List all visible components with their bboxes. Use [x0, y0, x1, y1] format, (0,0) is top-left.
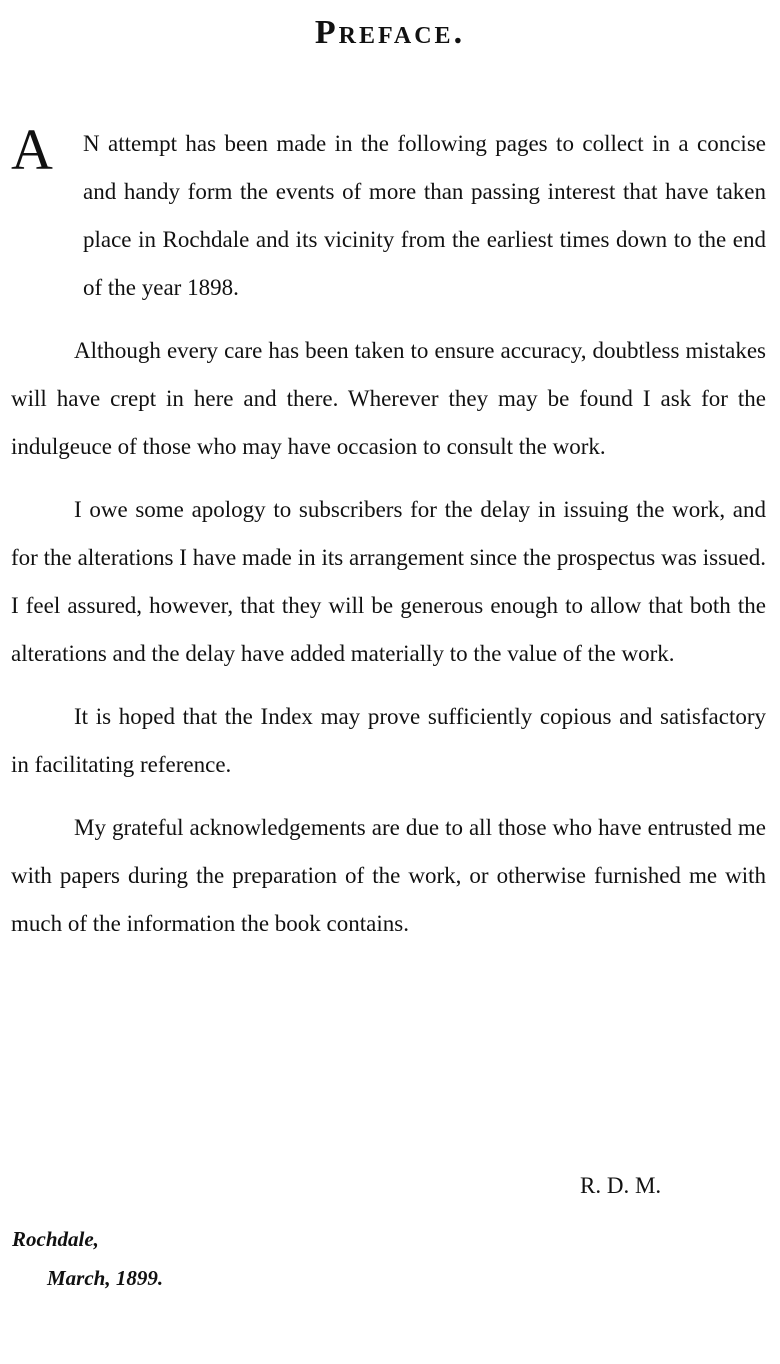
preface-body: [11, 117, 766, 948]
author-initials: R. D. M.: [580, 1173, 662, 1198]
paragraph-1-text: N attempt has been made in the following pages to collect in a concise and handy form the events of more than passing interest that have taken place in Rochdale and its vicinity from the earliest times down to the end of the year 1898.: [83, 131, 766, 300]
page-title: Preface.: [314, 14, 466, 51]
drop-cap: A: [11, 117, 53, 182]
paragraph-4: It is hoped that the Index may prove sufficiently copious and satisfactory in facilitating reference.: [11, 704, 766, 777]
paragraph-3: I owe some apology to subscribers for the delay in issuing the work, and for the alterations I have made in its arrangement since the prospectus was issued. I feel assured, however, that they will be generous enough to allow that both the alterations and the delay have added materially to the value of the work.: [11, 497, 766, 666]
paragraph-1: [11, 117, 766, 312]
date-line: March, 1899.: [47, 1266, 164, 1290]
paragraph-5: My grateful acknowledgements are due to all those who have entrusted me with papers during the preparation of the work, or otherwise furnished me with much of the information the book contains.: [11, 815, 766, 936]
paragraph-2: Although every care has been taken to ensure accuracy, doubtless mistakes will have crept in here and there. Wherever they may be found I ask for the indulgeuce of those who may have occasion to consult the work.: [11, 338, 766, 459]
place-line: Rochdale,: [12, 1227, 99, 1251]
